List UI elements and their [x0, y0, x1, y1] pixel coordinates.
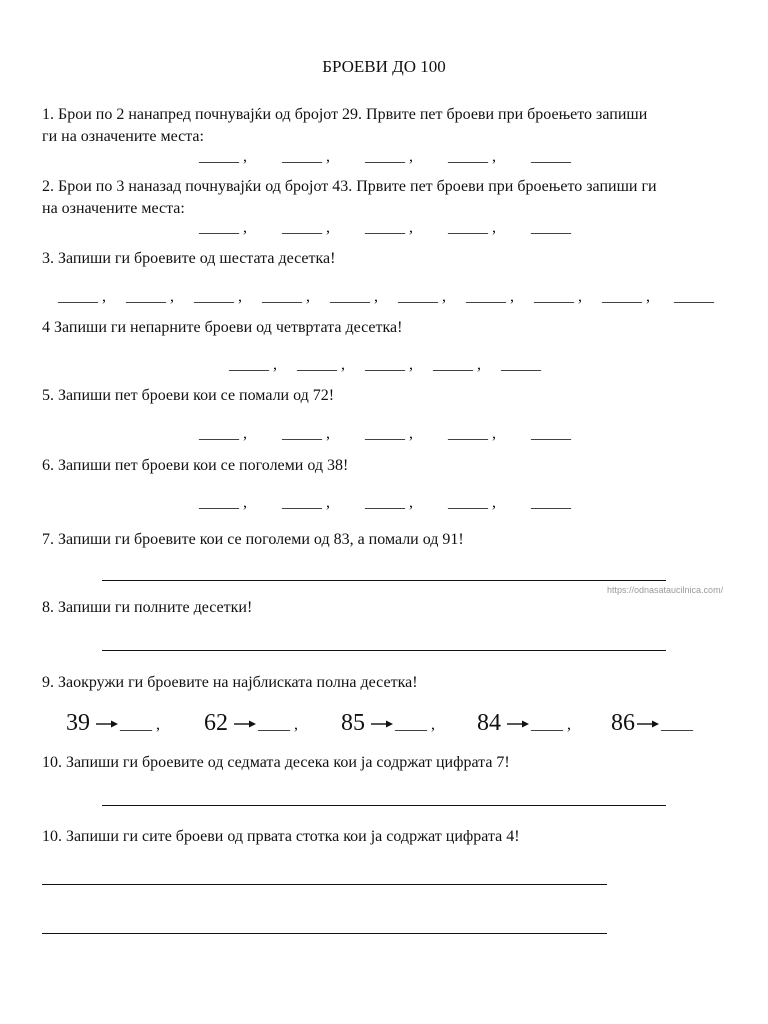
answer-blank[interactable]: _____ ,	[448, 219, 496, 236]
answer-blank[interactable]: _____ ,	[448, 148, 496, 165]
answer-blank[interactable]: _____ ,	[282, 219, 330, 236]
question-text: 10. Запиши ги броевите од седмата десека кои ја содржат цифрата 7!	[42, 754, 510, 771]
question-8	[42, 597, 732, 619]
answer-blank[interactable]: _____ ,	[262, 288, 310, 305]
question-11	[42, 826, 732, 848]
answer-blank[interactable]: _____ ,	[330, 288, 378, 305]
answer-blank[interactable]: _____ ,	[365, 425, 413, 442]
question-6	[42, 455, 732, 477]
question-text: 7. Запиши ги броевите кои се поголеми од 83, а помали од 91!	[42, 531, 464, 548]
answer-blanks	[199, 494, 571, 512]
answer-blank[interactable]: _____ ,	[534, 288, 582, 305]
arrow-right-icon	[234, 720, 256, 728]
answer-blank[interactable]: _____ ,	[194, 288, 242, 305]
question-text: 5. Запиши пет броеви кои се помали од 72!	[42, 387, 335, 404]
rounding-item	[477, 708, 571, 738]
arrow-right-icon	[371, 720, 393, 728]
rounding-item	[341, 708, 435, 738]
question-1	[42, 104, 732, 148]
answer-blank[interactable]: _____ ,	[448, 494, 496, 511]
arrow-right-icon	[96, 720, 118, 728]
question-text: 10. Запиши ги сите броеви од првата стотка кои ја содржат цифрата 4!	[42, 828, 520, 845]
answer-blank[interactable]: ____ ,	[258, 716, 298, 733]
question-text: 2. Брои по 3 наназад почнувајќи од бројот 43. Првите пет броеви при броењето запиши ги	[42, 178, 657, 195]
answer-line[interactable]	[102, 650, 666, 651]
question-text: 4 Запиши ги непарните броеви од четвртата десетка!	[42, 319, 403, 336]
question-text: ги на означените места:	[42, 128, 204, 145]
arrow-right-icon	[637, 720, 659, 728]
question-10	[42, 752, 732, 774]
answer-blank[interactable]: _____ ,	[365, 494, 413, 511]
answer-blank[interactable]: _____ ,	[199, 494, 247, 511]
question-text: 8. Запиши ги полните десетки!	[42, 599, 253, 616]
answer-blanks	[199, 425, 571, 443]
answer-blank[interactable]: _____ ,	[282, 148, 330, 165]
question-2	[42, 176, 732, 220]
answer-blank[interactable]: _____ ,	[448, 425, 496, 442]
answer-blanks	[199, 148, 571, 166]
question-text: 9. Заокружи ги броевите на најблиската полна десетка!	[42, 674, 418, 691]
answer-line[interactable]	[102, 580, 666, 581]
answer-blank[interactable]: _____	[531, 494, 571, 511]
answer-blank[interactable]: _____	[531, 425, 571, 442]
question-text: 6. Запиши пет броеви кои се поголеми од 38!	[42, 457, 349, 474]
question-7	[42, 529, 732, 551]
answer-blank[interactable]: _____ ,	[199, 425, 247, 442]
answer-blank[interactable]: ____ ,	[120, 716, 160, 733]
question-text: на означените места:	[42, 200, 185, 217]
answer-blanks	[229, 356, 541, 374]
answer-blank[interactable]: ____ ,	[531, 716, 571, 733]
answer-blank[interactable]: _____ ,	[126, 288, 174, 305]
question-4	[42, 317, 732, 339]
rounding-number: 85	[341, 710, 365, 736]
rounding-number: 62	[204, 710, 228, 736]
answer-line[interactable]	[42, 933, 607, 934]
answer-blank[interactable]: _____ ,	[229, 356, 277, 373]
question-text: 1. Брои по 2 нанапред почнувајќи од бројот 29. Првите пет броеви при броењето запиши	[42, 106, 648, 123]
rounding-number: 84	[477, 710, 501, 736]
answer-line[interactable]	[102, 805, 666, 806]
answer-blank[interactable]: _____ ,	[365, 219, 413, 236]
question-5	[42, 385, 732, 407]
answer-blank[interactable]: ____ ,	[395, 716, 435, 733]
answer-blank[interactable]: _____ ,	[282, 494, 330, 511]
page-title: БРОЕВИ ДО 100	[322, 57, 446, 76]
answer-blank[interactable]: _____	[501, 356, 541, 373]
question-text: 3. Запиши ги броевите од шестата десетка!	[42, 250, 336, 267]
question-9	[42, 672, 732, 694]
answer-blank[interactable]: _____ ,	[365, 356, 413, 373]
answer-blank[interactable]: _____	[531, 148, 571, 165]
answer-blank[interactable]: _____ ,	[58, 288, 106, 305]
question-3	[42, 248, 732, 270]
answer-blanks	[199, 219, 571, 237]
answer-blank[interactable]: _____ ,	[199, 148, 247, 165]
answer-blank[interactable]: _____ ,	[282, 425, 330, 442]
answer-blank[interactable]: ____	[661, 716, 693, 733]
answer-blank[interactable]: _____ ,	[398, 288, 446, 305]
rounding-number: 39	[66, 710, 90, 736]
rounding-item	[611, 708, 693, 738]
rounding-number: 86	[611, 710, 635, 736]
answer-blank[interactable]: _____ ,	[433, 356, 481, 373]
answer-line[interactable]	[42, 884, 607, 885]
answer-blank[interactable]: _____	[674, 288, 714, 305]
answer-blank[interactable]: _____ ,	[365, 148, 413, 165]
answer-blank[interactable]: _____ ,	[602, 288, 650, 305]
answer-blank[interactable]: _____	[531, 219, 571, 236]
arrow-right-icon	[507, 720, 529, 728]
rounding-item	[204, 708, 298, 738]
answer-blank[interactable]: _____ ,	[466, 288, 514, 305]
answer-blank[interactable]: _____ ,	[199, 219, 247, 236]
answer-blank[interactable]: _____ ,	[297, 356, 345, 373]
answer-blanks	[58, 288, 714, 306]
rounding-item	[66, 708, 160, 738]
watermark: https://odnasataucilnica.com/	[607, 585, 724, 595]
rounding-row	[66, 708, 716, 742]
